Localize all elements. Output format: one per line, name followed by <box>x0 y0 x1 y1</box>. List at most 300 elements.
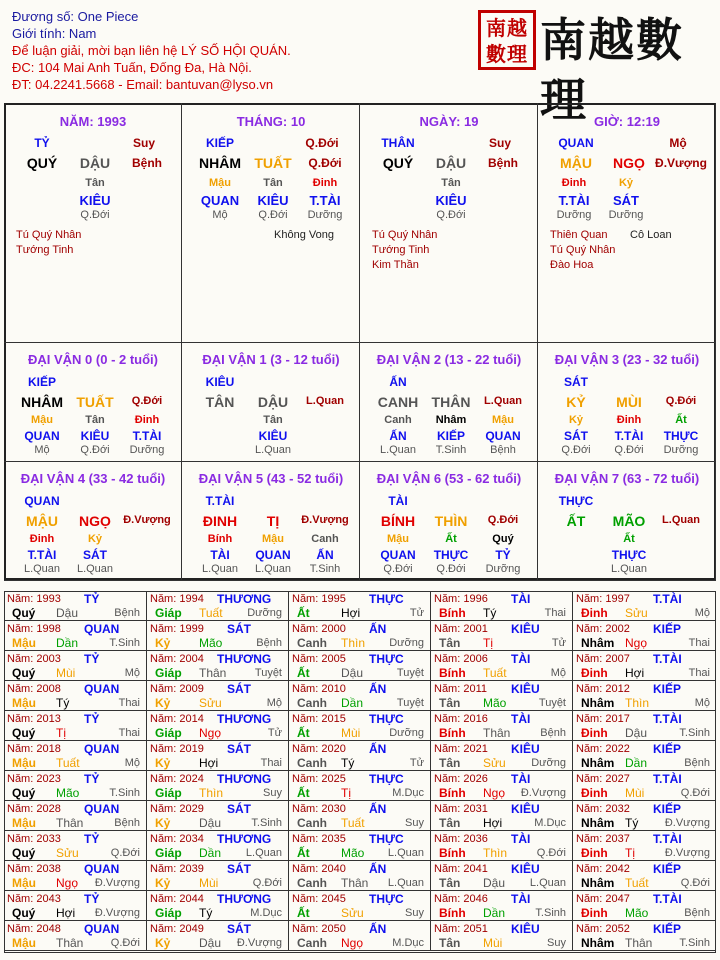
year-stem: Đinh <box>581 786 608 800</box>
pillar-title: GIỜ: 12:19 <box>593 114 661 129</box>
hidden-stem: T.TÀI <box>558 193 590 208</box>
year-stage: Bệnh <box>114 607 140 619</box>
earthly-branch: THÌN <box>434 513 468 529</box>
year-stage: Mộ <box>266 697 282 709</box>
year-branch: Ngọ <box>199 726 222 740</box>
year-cell <box>289 891 431 921</box>
year-ten-god: SÁT <box>227 802 251 816</box>
year-branch: Mùi <box>341 726 361 740</box>
year-label: Năm: 2029 <box>150 803 204 815</box>
year-ten-god: ẤN <box>369 742 387 756</box>
year-ten-god: SÁT <box>227 682 251 696</box>
year-ten-god: THỰC <box>369 712 404 726</box>
year-cell <box>4 741 147 771</box>
header-info <box>12 8 291 93</box>
year-branch: Mùi <box>625 786 645 800</box>
hidden-stem: Canh <box>384 414 412 426</box>
year-stage: M.Dục <box>250 907 282 919</box>
hidden-stem: ẤN <box>389 429 407 443</box>
year-cell <box>289 861 431 891</box>
heavenly-stem: MẬU <box>26 513 58 529</box>
year-stage: Suy <box>547 937 566 949</box>
year-stage: Mộ <box>694 607 710 619</box>
year-label: Năm: 2015 <box>292 713 346 725</box>
hidden-stem: KIÊU <box>80 429 110 443</box>
life-stage: Mộ <box>669 136 687 150</box>
year-cell <box>147 861 289 891</box>
year-branch: Hợi <box>625 666 645 680</box>
year-branch: Ngọ <box>341 936 364 950</box>
year-cell <box>289 741 431 771</box>
year-label: Năm: 2007 <box>576 653 630 665</box>
year-label: Năm: 2008 <box>7 683 61 695</box>
year-ten-god: THỰC <box>369 892 404 906</box>
year-label: Năm: 1997 <box>576 593 630 605</box>
hidden-stem: Đinh <box>616 414 642 426</box>
year-ten-god: THỰC <box>369 652 404 666</box>
life-stage: Q.Đới <box>487 514 519 526</box>
year-branch: Dần <box>56 636 79 650</box>
year-cell <box>4 711 147 741</box>
hidden-stem: T.TÀI <box>309 193 341 208</box>
year-ten-god: T.TÀI <box>653 712 682 726</box>
year-branch: Tý <box>341 756 355 770</box>
year-branch: Tuất <box>56 756 80 770</box>
earthly-branch: NGỌ <box>613 155 645 171</box>
year-cell <box>431 681 573 711</box>
year-ten-god: KIẾP <box>653 862 682 876</box>
hidden-stem: Bệnh <box>490 444 516 456</box>
year-label: Năm: 2006 <box>434 653 488 665</box>
year-label: Năm: 2018 <box>7 743 61 755</box>
year-stem: Giáp <box>155 786 182 800</box>
year-label: Năm: 2037 <box>576 833 630 845</box>
year-ten-god: THƯƠNG <box>217 592 272 606</box>
year-stem: Nhâm <box>581 816 615 830</box>
hidden-stem: Mậu <box>31 414 53 426</box>
year-cell <box>289 771 431 801</box>
year-stem: Đinh <box>581 906 608 920</box>
heavenly-stem: TÂN <box>205 394 235 410</box>
year-branch: Ngọ <box>483 786 506 800</box>
hidden-stem: THỰC <box>611 548 647 562</box>
star-label: Kim Thần <box>372 259 419 271</box>
life-stage: Q.Đới <box>131 395 163 407</box>
star-label: Tú Quý Nhân <box>372 229 438 241</box>
year-stage: T.Sinh <box>251 817 282 829</box>
year-stage: Thai <box>544 607 566 619</box>
hidden-stem: Bính <box>207 533 233 545</box>
year-label: Năm: 2009 <box>150 683 204 695</box>
year-branch: Sửu <box>483 756 506 770</box>
year-label: Năm: 2034 <box>150 833 204 845</box>
hidden-stem: L.Quan <box>23 563 61 575</box>
year-cell <box>573 621 716 651</box>
year-label: Năm: 2001 <box>434 623 488 635</box>
year-label: Năm: 2041 <box>434 863 488 875</box>
branch-stage: Đ.Vượng <box>655 156 707 170</box>
hidden-stem: Kỷ <box>618 177 634 189</box>
year-label: Năm: 2019 <box>150 743 204 755</box>
address: ĐC: 104 Mai Anh Tuấn, Đống Đa, Hà Nội. <box>12 60 252 75</box>
year-label: Năm: 2021 <box>434 743 488 755</box>
hidden-stem: Tân <box>85 414 105 426</box>
year-cell <box>147 681 289 711</box>
year-cell <box>147 771 289 801</box>
year-label: Năm: 2043 <box>7 893 61 905</box>
year-stage: Suy <box>405 907 424 919</box>
year-ten-god: KIÊU <box>511 802 540 816</box>
year-label: Năm: 2027 <box>576 773 630 785</box>
year-ten-god: KIÊU <box>511 742 540 756</box>
year-stage: Dưỡng <box>247 607 282 619</box>
year-stage: Tử <box>409 607 424 619</box>
year-branch: Mão <box>199 636 223 650</box>
year-stem: Ất <box>297 906 310 920</box>
hidden-stem: THỰC <box>433 548 469 562</box>
year-stage: Dưỡng <box>531 757 566 769</box>
branch-stage: Bệnh <box>488 156 518 170</box>
year-stage: Q.Đới <box>680 787 710 799</box>
year-cell <box>4 651 147 681</box>
year-stage: Tử <box>551 637 566 649</box>
earthly-branch: DẬU <box>257 394 289 410</box>
year-stem: Nhâm <box>581 756 615 770</box>
year-stem: Tân <box>439 696 461 710</box>
year-stage: Tử <box>267 727 282 739</box>
year-label: Năm: 2020 <box>292 743 346 755</box>
hidden-stem: KIÊU <box>257 193 289 208</box>
hidden-stem: Đinh <box>29 533 55 545</box>
year-label: Năm: 2002 <box>576 623 630 635</box>
earthly-branch: NGỌ <box>79 513 111 529</box>
year-ten-god: QUAN <box>84 862 120 876</box>
year-stage: Tuyệt <box>538 697 566 709</box>
star-label: Đào Hoa <box>550 259 594 271</box>
pillar-title: THÁNG: 10 <box>236 114 306 129</box>
hidden-stem: QUAN <box>380 548 416 562</box>
year-label: Năm: 2025 <box>292 773 346 785</box>
year-ten-god: TÀI <box>511 772 531 786</box>
year-stage: Thai <box>688 637 710 649</box>
year-label: Năm: 2044 <box>150 893 204 905</box>
year-ten-god: THỰC <box>369 832 404 846</box>
year-stage: Thai <box>260 757 282 769</box>
year-stage: T.Sinh <box>109 637 140 649</box>
year-cell <box>431 651 573 681</box>
star-label: Tú Quý Nhân <box>550 244 616 256</box>
year-cell <box>4 681 147 711</box>
year-ten-god: TỶ <box>84 892 100 906</box>
ten-god: KIẾP <box>27 375 57 389</box>
year-cell <box>289 651 431 681</box>
year-stage: L.Quan <box>245 847 282 859</box>
hidden-stem: Canh <box>311 533 339 545</box>
year-stage: T.Sinh <box>679 937 710 949</box>
year-ten-god: TÀI <box>511 892 531 906</box>
year-ten-god: THƯƠNG <box>217 712 272 726</box>
year-stage: T.Sinh <box>109 787 140 799</box>
hidden-stem: Tân <box>263 177 283 189</box>
year-stem: Kỷ <box>155 756 171 770</box>
year-label: Năm: 2030 <box>292 803 346 815</box>
year-ten-god: SÁT <box>227 862 251 876</box>
year-stage: M.Dục <box>392 787 424 799</box>
hidden-stem: SÁT <box>83 548 107 562</box>
year-stem: Ất <box>297 786 310 800</box>
year-label: Năm: 2051 <box>434 923 488 935</box>
heavenly-stem: QUÝ <box>382 155 414 171</box>
hidden-stem: Q.Đới <box>614 444 644 456</box>
year-cell <box>4 891 147 921</box>
hidden-stem: L.Quan <box>76 563 114 575</box>
year-branch: Ngọ <box>56 876 79 890</box>
year-ten-god: TÀI <box>511 592 531 606</box>
hidden-stem: T.TÀI <box>27 548 57 562</box>
hidden-stem: L.Quan <box>379 444 417 456</box>
hidden-stem: TỶ <box>495 548 511 562</box>
year-branch: Hợi <box>199 756 219 770</box>
year-stem: Canh <box>297 936 327 950</box>
year-stem: Mậu <box>12 876 36 890</box>
year-cell <box>573 831 716 861</box>
year-label: Năm: 2038 <box>7 863 61 875</box>
year-stage: Q.Đới <box>110 937 140 949</box>
year-label: Năm: 2024 <box>150 773 204 785</box>
year-cell <box>147 741 289 771</box>
year-cell <box>573 891 716 921</box>
year-stage: Tuyệt <box>396 697 424 709</box>
year-label: Năm: 2040 <box>292 863 346 875</box>
year-stem: Giáp <box>155 726 182 740</box>
year-stage: Q.Đới <box>536 847 566 859</box>
year-ten-god: TÀI <box>511 832 531 846</box>
year-branch: Sửu <box>341 906 364 920</box>
year-ten-god: ẤN <box>369 622 387 636</box>
year-cell <box>289 921 431 951</box>
year-stem: Mậu <box>12 756 36 770</box>
year-branch: Tị <box>341 786 351 800</box>
year-cell <box>4 621 147 651</box>
hidden-stem: Dưỡng <box>556 209 592 221</box>
year-cell <box>147 651 289 681</box>
dai-van-title: ĐẠI VẬN 2 (13 - 22 tuổi) <box>376 352 522 367</box>
year-label: Năm: 2032 <box>576 803 630 815</box>
earthly-branch: THÂN <box>431 394 471 410</box>
year-label: Năm: 2050 <box>292 923 346 935</box>
life-stage: L.Quan <box>484 395 522 407</box>
year-ten-god: TỶ <box>84 652 100 666</box>
year-cell <box>573 711 716 741</box>
year-branch: Dậu <box>625 726 648 740</box>
year-label: Năm: 2023 <box>7 773 61 785</box>
year-ten-god: SÁT <box>227 742 251 756</box>
year-ten-god: TỶ <box>84 592 100 606</box>
year-stage: Dưỡng <box>389 637 424 649</box>
year-stem: Canh <box>297 696 327 710</box>
year-cell <box>147 831 289 861</box>
heavenly-stem: ĐINH <box>202 513 238 529</box>
year-ten-god: T.TÀI <box>653 832 682 846</box>
hidden-stem: Mộ <box>212 209 228 221</box>
ten-god: QUAN <box>24 494 60 508</box>
star-label: Tướng Tinh <box>372 244 430 256</box>
year-ten-god: TÀI <box>511 712 531 726</box>
hidden-stem: Đinh <box>561 177 587 189</box>
hidden-stem: SÁT <box>613 193 639 208</box>
year-branch: Tý <box>483 606 497 620</box>
year-ten-god: KIÊU <box>511 922 540 936</box>
year-ten-god: ẤN <box>369 682 387 696</box>
life-stage: L.Quan <box>306 395 344 407</box>
year-stage: M.Dục <box>392 937 424 949</box>
year-label: Năm: 1994 <box>150 593 204 605</box>
year-ten-god: T.TÀI <box>653 892 682 906</box>
year-label: Năm: 1999 <box>150 623 204 635</box>
year-stem: Kỷ <box>155 876 171 890</box>
heavenly-stem: ẤT <box>566 513 586 529</box>
hidden-stem: Tân <box>263 414 283 426</box>
year-cell <box>573 921 716 951</box>
hidden-stem: KIẾP <box>436 429 466 443</box>
earthly-branch: MÙI <box>616 394 642 410</box>
year-cell <box>4 801 147 831</box>
year-cell <box>289 831 431 861</box>
year-branch: Tị <box>625 846 635 860</box>
year-stem: Nhâm <box>581 696 615 710</box>
year-branch: Tý <box>199 906 213 920</box>
ten-god: T.TÀI <box>205 494 235 508</box>
year-stem: Bính <box>439 666 466 680</box>
year-stem: Mậu <box>12 696 36 710</box>
year-branch: Dần <box>199 846 222 860</box>
void-label: Không Vong <box>274 229 334 241</box>
year-cell <box>573 591 716 621</box>
year-cell <box>4 921 147 951</box>
year-stem: Bính <box>439 906 466 920</box>
dai-van-title: ĐẠI VẬN 7 (63 - 72 tuổi) <box>554 471 700 486</box>
year-label: Năm: 2017 <box>576 713 630 725</box>
heavenly-stem: NHÂM <box>21 394 63 410</box>
year-stem: Kỷ <box>155 636 171 650</box>
year-branch: Tuất <box>199 606 223 620</box>
life-stage: Đ.Vượng <box>123 514 171 526</box>
year-branch: Mùi <box>56 666 76 680</box>
year-ten-god: QUAN <box>84 742 120 756</box>
year-stem: Canh <box>297 756 327 770</box>
year-stage: Q.Đới <box>252 877 282 889</box>
year-stage: Bệnh <box>684 907 710 919</box>
hidden-stem: Ất <box>623 533 635 545</box>
year-ten-god: ẤN <box>369 922 387 936</box>
year-branch: Thân <box>199 666 227 680</box>
year-branch: Dần <box>483 906 506 920</box>
year-stem: Đinh <box>581 846 608 860</box>
year-cell <box>289 801 431 831</box>
year-branch: Hợi <box>56 906 76 920</box>
heavenly-stem: CANH <box>377 394 419 410</box>
year-ten-god: KIẾP <box>653 922 682 936</box>
year-cell <box>573 681 716 711</box>
hidden-stem: Q.Đới <box>436 209 466 221</box>
year-branch: Mão <box>56 786 80 800</box>
year-branch: Mão <box>483 696 507 710</box>
year-stem: Mậu <box>12 636 36 650</box>
year-branch: Thìn <box>199 786 224 800</box>
year-branch: Sửu <box>56 846 79 860</box>
hidden-stem: Đinh <box>312 177 338 189</box>
year-cell <box>4 591 147 621</box>
year-ten-god: TỶ <box>84 772 100 786</box>
year-stage: T.Sinh <box>679 727 710 739</box>
year-cell <box>431 771 573 801</box>
year-label: Năm: 2013 <box>7 713 61 725</box>
year-branch: Dần <box>341 696 364 710</box>
year-branch: Thân <box>56 816 84 830</box>
year-stem: Đinh <box>581 606 608 620</box>
year-stage: Thai <box>118 727 140 739</box>
hidden-stem: L.Quan <box>254 563 292 575</box>
year-cell <box>573 861 716 891</box>
year-stem: Giáp <box>155 846 182 860</box>
year-cell <box>573 801 716 831</box>
year-stage: Mộ <box>694 697 710 709</box>
year-stage: Bệnh <box>540 727 566 739</box>
year-cell <box>573 651 716 681</box>
star-label: Tú Quý Nhân <box>16 229 82 241</box>
year-stem: Ất <box>297 606 310 620</box>
branch-stage: Bệnh <box>132 156 162 170</box>
hidden-stem: Ất <box>675 414 687 426</box>
hidden-stem: Ất <box>445 533 457 545</box>
year-stem: Bính <box>439 786 466 800</box>
ten-god: ẤN <box>389 375 407 389</box>
year-ten-god: QUAN <box>84 802 120 816</box>
year-label: Năm: 2033 <box>7 833 61 845</box>
year-stage: Q.Đới <box>110 847 140 859</box>
year-stage: Suy <box>263 787 282 799</box>
ten-god: SÁT <box>564 375 588 389</box>
year-stem: Kỷ <box>155 816 171 830</box>
hidden-stem: T.Sinh <box>309 563 341 575</box>
branch-stage: Q.Đới <box>308 156 342 170</box>
year-ten-god: TỶ <box>84 712 100 726</box>
hidden-stem: Mậu <box>209 177 231 189</box>
year-branch: Tị <box>56 726 66 740</box>
year-label: Năm: 2052 <box>576 923 630 935</box>
year-branch: Tuất <box>341 816 365 830</box>
earthly-branch: TUẤT <box>254 155 292 171</box>
year-branch: Tuất <box>625 876 649 890</box>
year-branch: Dậu <box>341 666 364 680</box>
ten-god: QUAN <box>558 136 594 150</box>
year-branch: Thìn <box>341 636 366 650</box>
year-label: Năm: 2047 <box>576 893 630 905</box>
year-ten-god: ẤN <box>369 802 387 816</box>
year-ten-god: THƯƠNG <box>217 652 272 666</box>
year-stem: Canh <box>297 816 327 830</box>
year-cell <box>289 621 431 651</box>
star-label: Thiên Quan <box>550 229 608 241</box>
year-cell <box>147 891 289 921</box>
year-label: Năm: 2046 <box>434 893 488 905</box>
year-stage: Thai <box>688 667 710 679</box>
year-stem: Kỷ <box>155 936 171 950</box>
earthly-branch: DẬU <box>79 155 111 171</box>
year-stem: Mậu <box>12 816 36 830</box>
year-ten-god: QUAN <box>84 682 120 696</box>
year-branch: Tị <box>483 636 493 650</box>
